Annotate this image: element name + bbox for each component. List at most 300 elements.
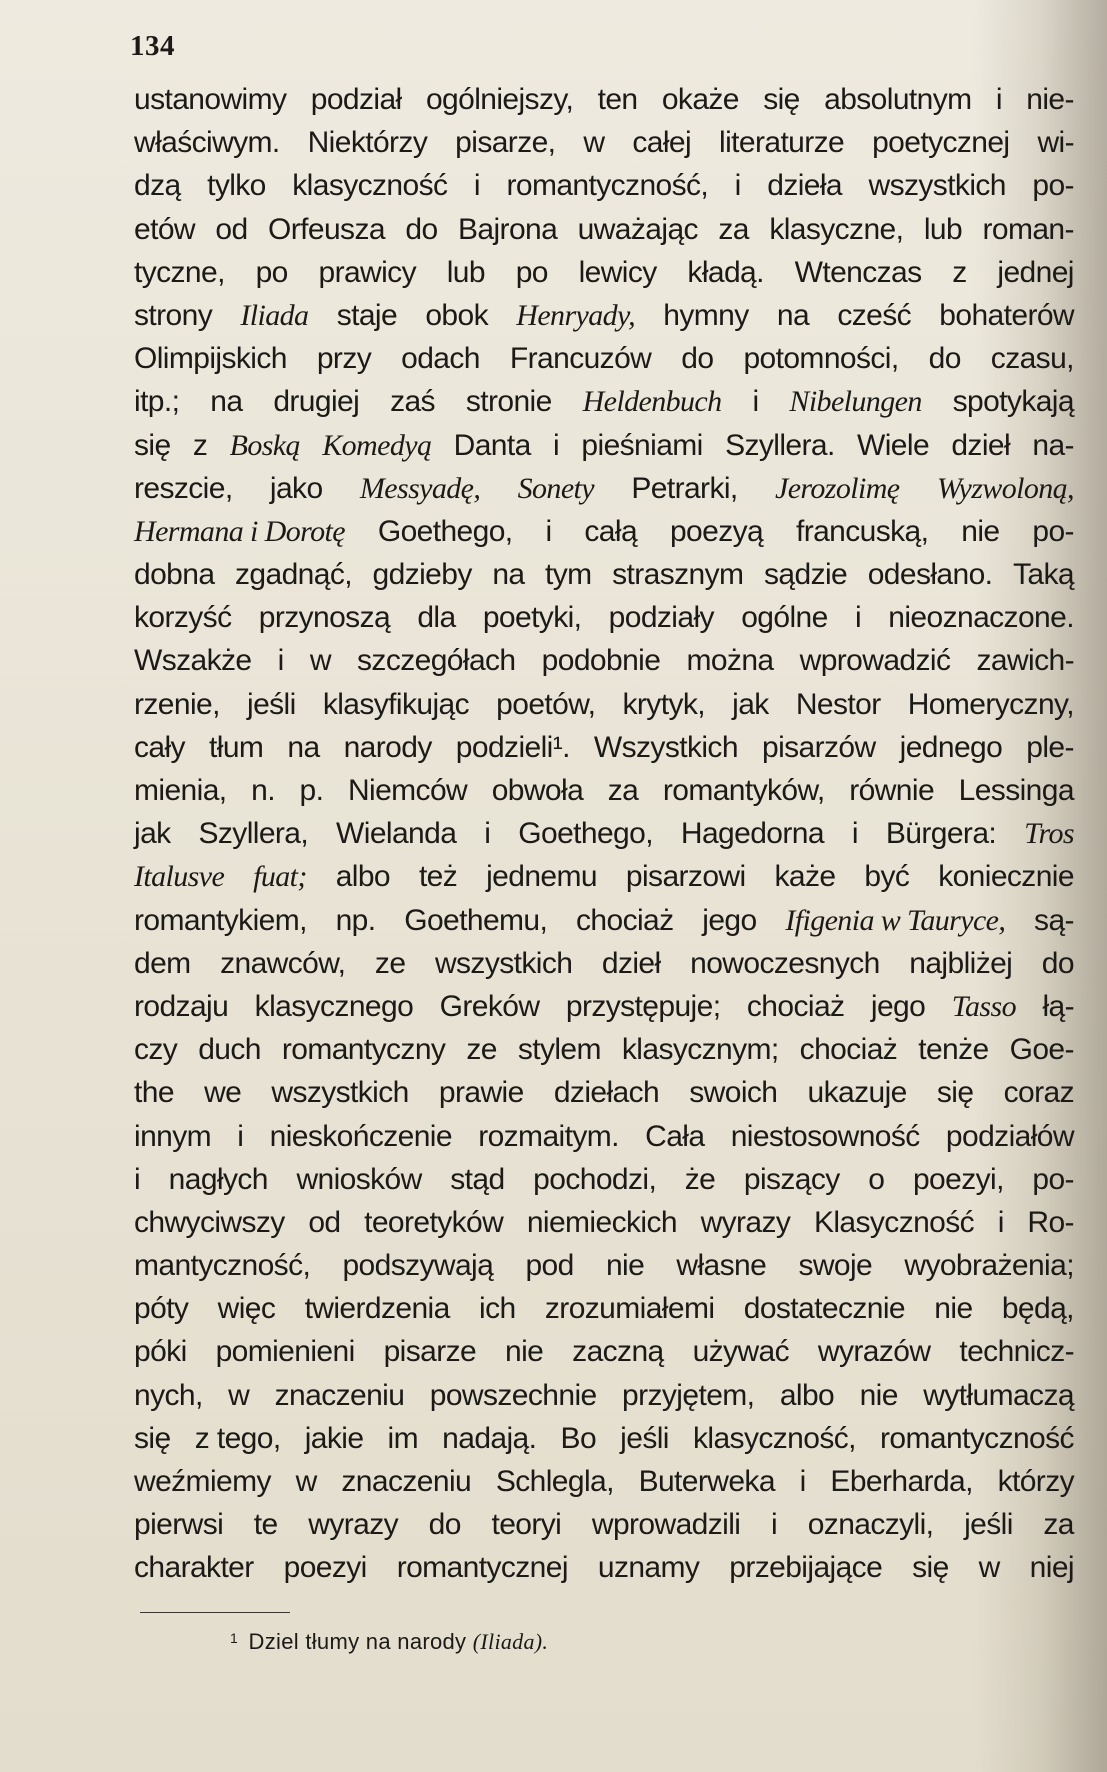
- word: im: [387, 1421, 419, 1455]
- text-line: [134, 1374, 1074, 1417]
- word: romantyczność,: [506, 169, 709, 203]
- word: te: [253, 1508, 278, 1542]
- word: krytyk,: [622, 687, 705, 721]
- word: poetyki,: [482, 601, 582, 635]
- word: się: [763, 83, 800, 116]
- word: w: [309, 644, 331, 678]
- word: się: [134, 1421, 171, 1455]
- word: i: [277, 644, 284, 678]
- word: reszcie,: [134, 471, 233, 505]
- word: nie: [505, 1335, 544, 1369]
- word: Ro-: [1027, 1205, 1074, 1239]
- italic-title-word: Wyzwoloną,: [936, 471, 1074, 505]
- word: całej: [632, 126, 692, 160]
- word: podziałów: [945, 1119, 1074, 1153]
- text-line: [134, 639, 1074, 682]
- text-line: [134, 1028, 1074, 1071]
- word: do: [681, 342, 714, 376]
- word: obok: [425, 298, 488, 332]
- word: w: [295, 1465, 317, 1498]
- word: mienia,: [134, 774, 227, 807]
- word: wszystkich: [434, 946, 573, 980]
- word: romantycznej: [396, 1551, 568, 1585]
- word: we: [204, 1076, 242, 1110]
- word: staje: [336, 298, 398, 332]
- word: romantyczny: [281, 1033, 446, 1067]
- word: Wtenczas: [794, 255, 922, 289]
- word: za: [718, 212, 749, 246]
- word: Hagedorna: [680, 817, 824, 851]
- word: wyrazy: [700, 1205, 791, 1239]
- word: poetycznej: [872, 126, 1010, 160]
- word: szczegółach: [357, 644, 516, 678]
- word: którzy: [997, 1465, 1074, 1498]
- word: p.: [299, 774, 324, 807]
- text-line: [134, 1546, 1074, 1589]
- word: Szyllera.: [725, 428, 835, 462]
- word: duch: [198, 1033, 261, 1067]
- word: do: [1041, 946, 1074, 980]
- word: Petrarki,: [631, 471, 738, 505]
- word: kładą.: [687, 255, 764, 289]
- word: dobna: [134, 558, 215, 592]
- footnote-marker: 1: [230, 1630, 239, 1646]
- text-line: [134, 78, 1074, 121]
- text-line: [134, 683, 1074, 726]
- word: wyobrażenia;: [904, 1249, 1074, 1283]
- word: obwoła: [491, 774, 584, 807]
- word: jednej: [997, 255, 1074, 289]
- word: tyczne,: [134, 255, 225, 289]
- word: na: [210, 385, 243, 419]
- word: do: [405, 212, 438, 246]
- text-line: [134, 424, 1074, 467]
- word: Wszystkich: [593, 730, 738, 764]
- italic-title-word: Iliada: [240, 298, 309, 332]
- word: uznamy: [597, 1551, 700, 1585]
- word: Homeryczny,: [907, 687, 1074, 721]
- word: i: [237, 1119, 244, 1153]
- word: odesłano.: [867, 558, 993, 592]
- word: klasycznym;: [621, 1033, 779, 1067]
- word: z: [952, 255, 967, 289]
- word: cześć: [837, 298, 912, 332]
- word: znawców,: [220, 946, 346, 980]
- word: romantykiem,: [134, 903, 307, 937]
- word: po-: [1032, 169, 1074, 203]
- word: na: [287, 730, 320, 764]
- word: dzą: [134, 169, 181, 203]
- word: Taką: [1012, 558, 1074, 592]
- word: póki: [134, 1335, 187, 1369]
- word: Wiele: [857, 428, 930, 462]
- word: rzenie,: [134, 687, 220, 721]
- word: Orfeusza: [268, 212, 385, 246]
- word: itp.;: [134, 385, 180, 419]
- word: pieśniami: [581, 428, 703, 462]
- word: podziały: [608, 601, 714, 635]
- text-line: [134, 1158, 1074, 1201]
- word: Francuzów: [509, 342, 652, 376]
- word: na: [492, 558, 525, 592]
- word: albo: [335, 860, 391, 894]
- word: Wszakże: [134, 644, 252, 678]
- word: jego: [702, 903, 757, 937]
- word: rodzaju: [134, 989, 229, 1023]
- word: zaś: [390, 385, 435, 419]
- word: podszywają: [342, 1249, 494, 1283]
- word: za: [1043, 1508, 1074, 1542]
- word: nych,: [134, 1378, 203, 1412]
- word: romantyków,: [662, 774, 825, 807]
- word: uważając: [577, 212, 698, 246]
- word: czasu,: [990, 342, 1074, 376]
- word: łą-: [1042, 989, 1074, 1023]
- word: i: [995, 83, 1002, 116]
- word: pierwsi: [134, 1508, 224, 1542]
- word: z: [192, 428, 208, 462]
- word: wprowadzić: [799, 644, 951, 678]
- word: tym: [545, 558, 592, 592]
- word: Lessinga: [958, 774, 1074, 807]
- word: nadają.: [442, 1421, 537, 1455]
- word: charakter: [134, 1551, 254, 1585]
- word: są-: [1034, 903, 1074, 937]
- word: swoich: [689, 1076, 778, 1110]
- word: do: [428, 1508, 461, 1542]
- italic-title-word: Jerozolimę: [774, 471, 900, 505]
- word: np.: [335, 903, 376, 937]
- word: pisarze,: [455, 126, 556, 160]
- word: klasyczne,: [769, 212, 904, 246]
- word: Goe-: [1009, 1033, 1074, 1067]
- word: rozmaitym.: [478, 1119, 619, 1153]
- word: po-: [1032, 514, 1074, 548]
- word: i: [734, 169, 741, 203]
- word: można: [686, 644, 774, 678]
- word: dziełach: [553, 1076, 660, 1110]
- word: Cała: [645, 1119, 705, 1153]
- text-line: [134, 553, 1074, 596]
- italic-title-word: Nibelungen: [789, 385, 922, 419]
- word: dzieł: [601, 946, 661, 980]
- text-line: [134, 855, 1074, 898]
- word: i: [553, 428, 560, 462]
- word: więc: [217, 1292, 276, 1326]
- word: się: [936, 1076, 974, 1110]
- text-line: [134, 337, 1074, 380]
- word: koniecznie: [938, 860, 1074, 894]
- text-line: [134, 812, 1074, 855]
- word: lub: [446, 255, 485, 289]
- word: dla: [417, 601, 456, 635]
- word: zaczną: [572, 1335, 664, 1369]
- text-line: [134, 1071, 1074, 1114]
- italic-title-word: Komedyą: [322, 428, 432, 462]
- word: odach: [401, 342, 480, 376]
- text-line: [134, 1503, 1074, 1546]
- word: czy: [134, 1033, 178, 1067]
- word: jednego: [899, 730, 1003, 764]
- word: własne: [676, 1249, 767, 1283]
- word: romantyczność: [880, 1421, 1074, 1455]
- word: i: [752, 385, 759, 419]
- word: i: [770, 1508, 778, 1542]
- word: Bo: [560, 1421, 597, 1455]
- word: poezyą: [669, 514, 764, 548]
- word: w: [978, 1551, 1000, 1585]
- text-line: [134, 294, 1074, 337]
- text-line: [134, 1244, 1074, 1287]
- word: powszechnie: [429, 1378, 597, 1412]
- page-number: 134: [130, 30, 175, 62]
- word: po-: [1032, 1162, 1074, 1196]
- word: chociaż: [799, 1033, 898, 1067]
- word: dzieł: [951, 428, 1011, 462]
- word: nie: [961, 514, 1000, 548]
- word: nieoznaczone.: [888, 601, 1074, 635]
- word: chwyciwszy: [134, 1205, 285, 1239]
- word: podobnie: [541, 644, 661, 678]
- word: klasycznego: [254, 989, 414, 1023]
- word: i: [851, 817, 858, 851]
- word: stylem: [517, 1033, 601, 1067]
- word: literaturze: [719, 126, 845, 160]
- word: poetów,: [496, 687, 596, 721]
- text-line: [134, 1460, 1074, 1503]
- text-line: [134, 1330, 1074, 1373]
- word: korzyść: [134, 601, 232, 635]
- word: prawie: [438, 1076, 524, 1110]
- word: jeśli: [620, 1421, 669, 1455]
- italic-title-word: Tasso: [951, 989, 1016, 1023]
- word: twierdzenia: [304, 1292, 450, 1326]
- word: piszący: [743, 1162, 840, 1196]
- word: będą,: [1001, 1292, 1074, 1326]
- word: się: [134, 428, 171, 462]
- word: że: [684, 1162, 716, 1196]
- word: przebijające: [729, 1551, 883, 1585]
- word: mantyczność,: [134, 1249, 311, 1283]
- word: chociaż: [746, 989, 845, 1023]
- word: ple-: [1026, 730, 1074, 764]
- word: dzieła: [767, 169, 843, 203]
- word: wszystkich: [271, 1076, 409, 1110]
- word: wyrazów: [817, 1335, 931, 1369]
- word: tłum: [209, 730, 264, 764]
- word: cały: [134, 730, 185, 764]
- word: ten: [597, 83, 638, 116]
- word: też: [418, 860, 458, 894]
- word: teoryi: [491, 1508, 562, 1542]
- text-line: [134, 208, 1074, 251]
- word: zrozumiałemi: [544, 1292, 715, 1326]
- word: na-: [1032, 428, 1074, 462]
- word: coraz: [1003, 1076, 1074, 1110]
- italic-title-word: Hermana i Dorotę: [134, 514, 345, 548]
- text-line: [134, 942, 1074, 985]
- word: i: [854, 601, 862, 635]
- word: pisarze: [383, 1335, 477, 1369]
- word: potomności,: [743, 342, 899, 376]
- word: lub: [923, 212, 963, 246]
- word: Danta: [453, 428, 531, 462]
- word: pomienieni: [215, 1335, 355, 1369]
- italic-title-word: Henryady,: [516, 298, 635, 332]
- word: n.: [251, 774, 275, 807]
- word: nie: [934, 1292, 973, 1326]
- word: klasyfikując: [322, 687, 470, 721]
- word: i: [997, 1205, 1004, 1239]
- word: póty: [134, 1292, 189, 1326]
- word: hymny: [663, 298, 749, 332]
- text-line: [134, 769, 1074, 812]
- word: Buterweka: [638, 1465, 775, 1498]
- word: przystępuje;: [565, 989, 721, 1023]
- italic-title-word: Messyadę,: [359, 471, 481, 505]
- word: Niektórzy: [307, 126, 428, 160]
- word: Bajrona: [458, 212, 558, 246]
- word: w: [583, 126, 605, 160]
- word: z tego,: [194, 1421, 281, 1455]
- word: weźmiemy: [134, 1465, 271, 1498]
- word: Szyllera,: [198, 817, 309, 851]
- text-line: [134, 1115, 1074, 1158]
- word: wprowadzili: [591, 1508, 741, 1542]
- word: Greków: [439, 989, 540, 1023]
- word: lewicy: [578, 255, 657, 289]
- word: o: [868, 1162, 885, 1196]
- word: znaczeniu: [341, 1465, 472, 1498]
- text-line: [134, 164, 1074, 207]
- word: nie-: [1026, 83, 1074, 116]
- word: za: [607, 774, 639, 807]
- word: Olimpijskich: [134, 342, 287, 376]
- word: klasyczność: [292, 169, 448, 203]
- word: tenże: [918, 1033, 989, 1067]
- word: okaże: [661, 83, 739, 116]
- word: nie: [605, 1249, 645, 1283]
- word: klasyczność,: [693, 1421, 856, 1455]
- word: do: [928, 342, 961, 376]
- word: i: [545, 514, 552, 548]
- word: dostatecznie: [743, 1292, 905, 1326]
- word: dem: [134, 946, 191, 980]
- text-line: [134, 467, 1074, 510]
- word: albo: [779, 1378, 835, 1412]
- text-line: [134, 1201, 1074, 1244]
- word: zgadnąć,: [235, 558, 352, 592]
- word: się: [912, 1551, 949, 1585]
- word: technicz-: [959, 1335, 1074, 1369]
- text-line: [134, 899, 1074, 942]
- word: i: [799, 1465, 806, 1498]
- word: narody: [343, 730, 432, 764]
- italic-title-word: fuat;: [253, 860, 307, 894]
- word: jeśli: [964, 1508, 1013, 1542]
- text-line: [134, 1287, 1074, 1330]
- word: Schlegla,: [495, 1465, 614, 1498]
- word: pod: [525, 1249, 574, 1283]
- word: drugiej: [273, 385, 360, 419]
- word: od: [308, 1205, 341, 1239]
- word: oznaczyli,: [807, 1508, 934, 1542]
- word: od: [215, 212, 248, 246]
- word: innym: [134, 1119, 212, 1153]
- word: i: [473, 169, 480, 203]
- word: sądzie: [764, 558, 848, 592]
- word: jeśli: [247, 687, 296, 721]
- word: Bürgera:: [885, 817, 997, 851]
- word: poezyi: [283, 1551, 367, 1585]
- word: stronie: [465, 385, 552, 419]
- word: Klasyczność: [813, 1205, 975, 1239]
- word: znaczeniu: [274, 1378, 405, 1412]
- italic-title-word: Sonety: [517, 471, 594, 505]
- word: być: [864, 860, 910, 894]
- word: Niemców: [347, 774, 468, 807]
- body-text: [134, 78, 1074, 1590]
- word: ze: [466, 1033, 497, 1067]
- word: całą: [584, 514, 638, 548]
- word: gdzieby: [372, 558, 472, 592]
- word: chociaż: [576, 903, 674, 937]
- word: niej: [1029, 1551, 1074, 1585]
- italic-title-word: Tros: [1024, 817, 1074, 851]
- word: na: [776, 298, 810, 332]
- word: wyrazy: [308, 1508, 399, 1542]
- word: niemieckich: [526, 1205, 677, 1239]
- word: zawich-: [976, 644, 1074, 678]
- word: poezyi,: [912, 1162, 1004, 1196]
- word: spotykają: [952, 385, 1074, 419]
- word: ogólniejszy,: [425, 83, 574, 116]
- word: jakie: [304, 1421, 364, 1455]
- word: francuską,: [795, 514, 929, 548]
- text-line: [134, 985, 1074, 1028]
- word: najbliżej: [909, 946, 1013, 980]
- word: i: [134, 1162, 141, 1196]
- word: w: [228, 1378, 250, 1412]
- word: przy: [316, 342, 372, 376]
- word: pisarzowi: [625, 860, 746, 894]
- word: nowoczesnych: [690, 946, 880, 980]
- word: Goethego,: [518, 817, 653, 851]
- word: ich: [479, 1292, 516, 1326]
- italic-title-word: Italusve: [134, 860, 225, 894]
- word: teoretyków: [364, 1205, 504, 1239]
- word: wniosków: [296, 1162, 422, 1196]
- word: nagłych: [168, 1162, 268, 1196]
- word: ogólne: [741, 601, 828, 635]
- word: po: [515, 255, 548, 289]
- word: niestosowność: [730, 1119, 920, 1153]
- word: jako: [269, 471, 323, 505]
- word: jego: [870, 989, 926, 1023]
- footnote: [230, 1620, 548, 1660]
- word: Nestor: [795, 687, 881, 721]
- word: jak: [134, 817, 171, 851]
- word: tylko: [207, 169, 266, 203]
- word: pisarzów: [762, 730, 876, 764]
- word: używać: [692, 1335, 789, 1369]
- word: Goethemu,: [404, 903, 548, 937]
- word: the: [134, 1076, 174, 1110]
- word: ukazuje: [807, 1076, 907, 1110]
- text-line: [134, 121, 1074, 164]
- word: równie: [849, 774, 935, 807]
- word: bohaterów: [939, 298, 1074, 332]
